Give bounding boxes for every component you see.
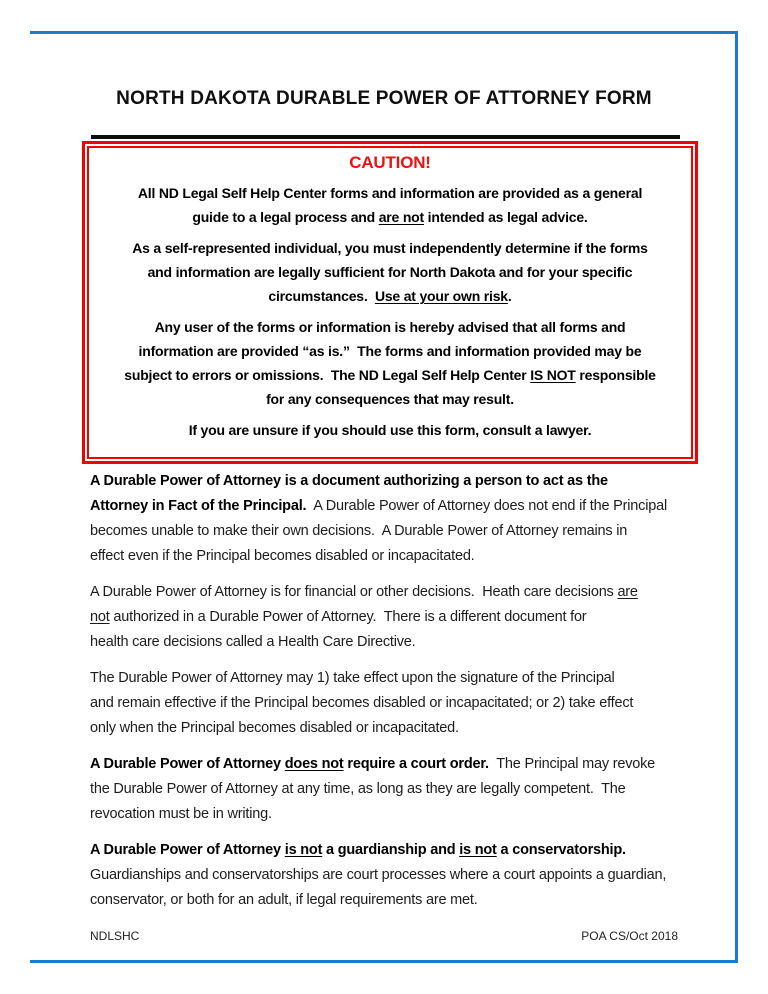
body-text (90, 469, 738, 924)
body-paragraph-4: A Durable Power of Attorney does not require a court order. The Principal may revoke the Durable Power of Attorney at any time, as long as they are legally competent. The revocation must be in writing. (90, 756, 656, 822)
caution-heading: CAUTION! (349, 153, 431, 172)
body-paragraph-1: A Durable Power of Attorney is a document authorizing a person to act as the Attorney in Fact of the Principal. A Durable Power of Attorney does not end if the Principal becomes unable to make their own decisions. A Durable Power of Attorney remains in effect even if the Principal becomes disabled or incapacitated. (90, 473, 667, 564)
body-paragraph-5: A Durable Power of Attorney is not a guardianship and is not a conservatorship. Guardianships and conservatorships are court processes where a court appoints a guardian, conservator, or both for an adult, if legal requirements are met. (90, 842, 667, 908)
footer-left: NDLSHC (90, 929, 140, 943)
footer-right: POA CS/Oct 2018 (581, 929, 678, 943)
body-paragraph-3: The Durable Power of Attorney may 1) take effect upon the signature of the Principal and remain effective if the Principal becomes disabled or incapacitated; or 2) take effect only when the Principal becomes disabled or incapacitated. (90, 670, 634, 736)
caution-paragraph-2: As a self-represented individual, you must independently determine if the forms and information are legally sufficient for North Dakota and for your specific circumstances. Use at your own risk. (132, 240, 648, 304)
caution-box (82, 141, 698, 464)
footer (90, 929, 678, 943)
caution-box-inner (87, 146, 693, 459)
title-divider-rule (91, 135, 680, 139)
caution-paragraph-4: If you are unsure if you should use this form, consult a lawyer. (188, 422, 592, 438)
caution-paragraph-3: Any user of the forms or information is hereby advised that all forms and information are provided “as is.” The forms and information provided may be subject to errors or omissions. The ND Legal Self Help Center IS NOT responsible for any consequences that may result. (124, 319, 656, 407)
body-paragraph-2: A Durable Power of Attorney is for financial or other decisions. Heath care decisions are not authorized in a Durable Power of Attorney. There is a different document for health care decisions called a Health Care Directive. (90, 584, 638, 650)
page-title: NORTH DAKOTA DURABLE POWER OF ATTORNEY FORM (116, 88, 652, 109)
caution-paragraph-1: All ND Legal Self Help Center forms and information are provided as a general guide to a legal process and are not intended as legal advice. (137, 185, 643, 225)
